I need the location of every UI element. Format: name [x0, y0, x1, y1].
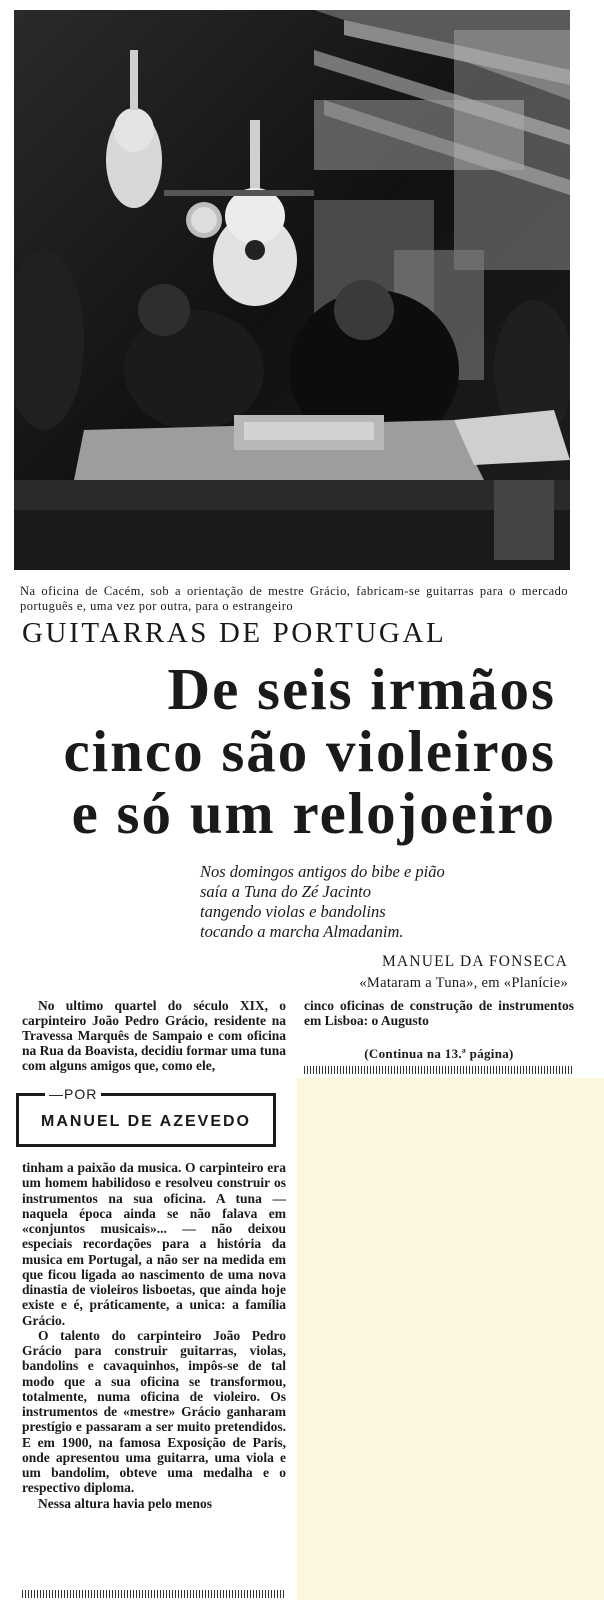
headline-line-3: e só um relojoeiro [71, 780, 556, 846]
continued-on-page-link[interactable]: (Continua na 13.ª página) [364, 1046, 514, 1061]
byline-prefix-text: POR [64, 1086, 98, 1102]
article-paragraph-3: Nessa altura havia pelo menos [38, 1495, 213, 1511]
section-kicker: GUITARRAS DE PORTUGAL [22, 617, 447, 649]
article-column-1-top [22, 998, 286, 1073]
byline-name: MANUEL DE AZEVEDO [40, 1113, 251, 1130]
byline-box [16, 1086, 276, 1147]
epigraph-line-3: tangendo violas e bandolins [200, 902, 386, 921]
headline-line-1: De seis irmãos [167, 656, 556, 722]
workshop-photo-image [14, 10, 570, 570]
headline [64, 658, 556, 844]
headline-line-2: cinco são violeiros [63, 718, 556, 784]
column-bottom-rule [22, 1590, 286, 1598]
epigraph [200, 862, 445, 942]
byline-prefix: —POR [45, 1086, 101, 1102]
article-paragraph-1-end: tinham a paixão da musica. O carpinteiro era um homem habilidoso e resolveu construir os instrumentos na sua oficina. A tuna — naquela época ainda se não falava em «conjuntos musicais»... — não deixou especiais recordações para a história da musica em Portugal, a não ser na medida em que ficou ligada ao nascimento de uma nova dinastia de violeiros lisboetas, que ainda hoje existe e é, práticamente, a unica: a família Grácio. [22, 1160, 286, 1328]
photo-caption: Na oficina de Cacém, sob a orientação de mestre Grácio, fabricam-se guitarras para o mercado português e, uma vez por outra, para o estrangeiro [20, 584, 568, 613]
epigraph-line-2: saía a Tuna do Zé Jacinto [200, 882, 371, 901]
epigraph-source: «Mataram a Tuna», em «Planície» [359, 975, 568, 991]
epigraph-line-4: tocando a marcha Almadanim. [200, 922, 404, 941]
article-paragraph-2: O talento do carpinteiro João Pedro Grácio para construir guitarras, violas, bandolins e cavaquinhos, impôs-se de tal modo que a sua oficina se transformou, totalmente, numa oficina de violeiro. Os instrumentos de «mestre» Grácio ganharam prestígio e passaram a ser muito pretendidos. E em 1900, na famosa Exposição de Paris, onde apresentou uma guitarra, uma viola e um bandolim, obteve uma medalha e o respectivo diploma. [22, 1327, 286, 1496]
column-2-rule [304, 1066, 574, 1074]
epigraph-author: MANUEL DA FONSECA [381, 953, 568, 970]
article-column-2: cinco oficinas de construção de instrumentos em Lisboa: o Augusto [304, 998, 574, 1029]
article-paragraph-1-start: No ultimo quartel do século XIX, o carpinteiro João Pedro Grácio, residente na Travessa Marquês de Sampaio e com oficina na Rua da Boavista, decidiu formar uma tuna com alguns amigos que, como ele, [22, 998, 286, 1074]
blank-page-area [297, 1078, 604, 1600]
workshop-photo [14, 10, 570, 570]
epigraph-line-1: Nos domingos antigos do bibe e pião [200, 862, 445, 881]
article-column-1-bottom [22, 1160, 286, 1511]
